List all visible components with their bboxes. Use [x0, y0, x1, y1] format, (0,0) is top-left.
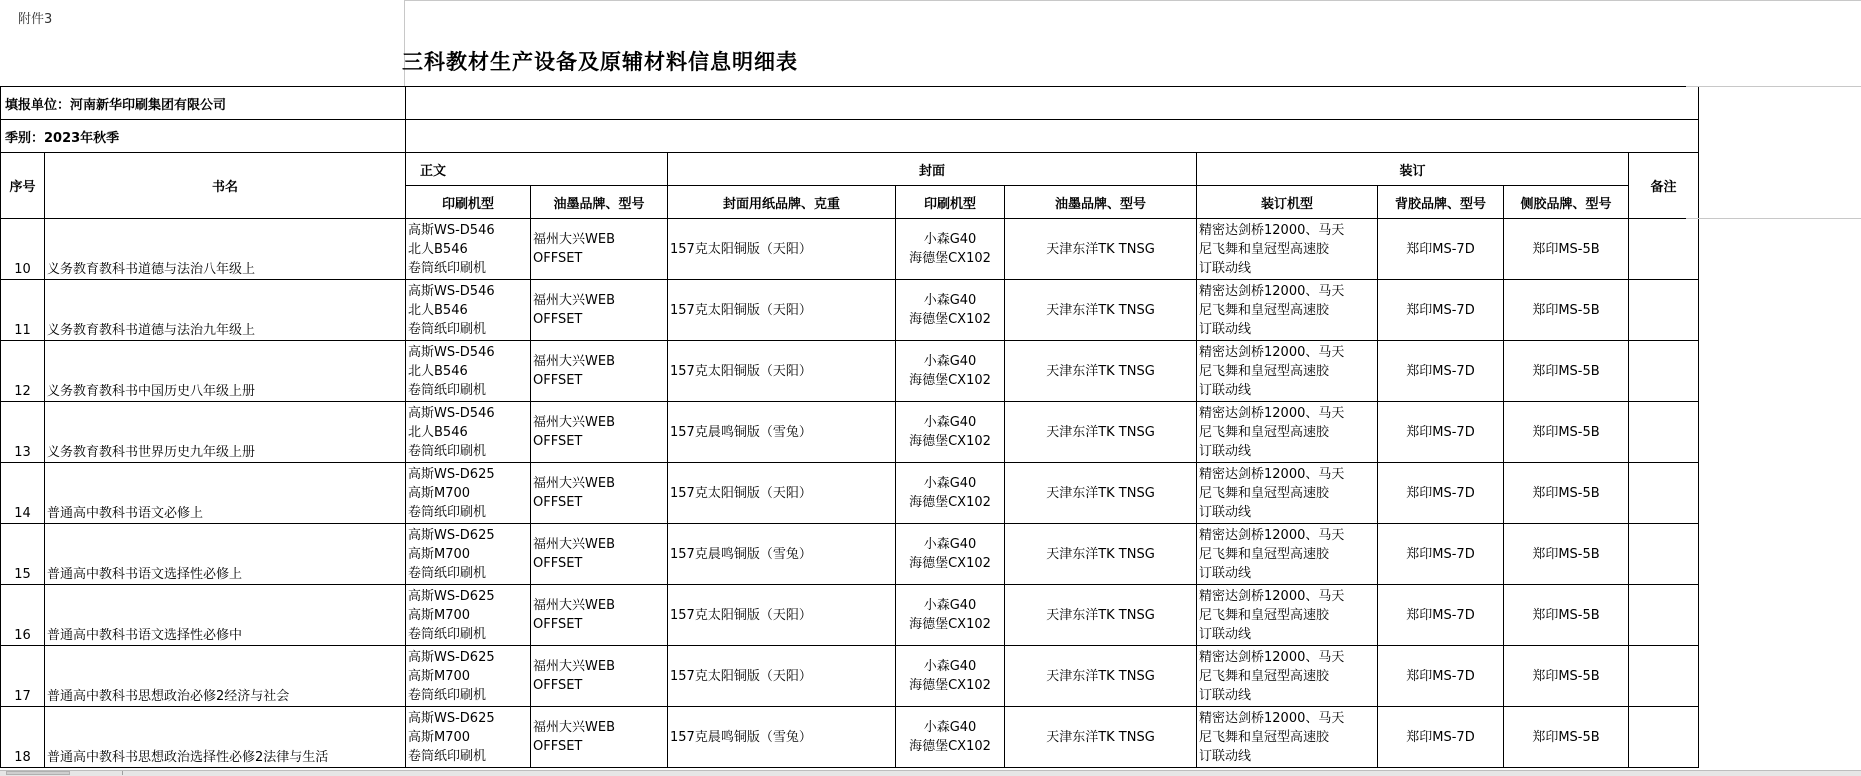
body-press-cell-line: 高斯WS-D546 [408, 222, 495, 238]
horizontal-scrollbar[interactable] [0, 770, 1861, 776]
cover-press-cell[interactable] [896, 524, 1005, 585]
binding-machine-cell-line: 订联动线 [1199, 260, 1252, 276]
header-body-group[interactable]: 正文 [406, 153, 668, 186]
table-row [1, 402, 1699, 463]
remark-cell[interactable] [1629, 219, 1699, 280]
reporter-row [1, 87, 1699, 120]
binding-machine-cell-line: 订联动线 [1199, 443, 1252, 459]
reporter-cell[interactable]: 填报单位：河南新华印刷集团有限公司 [1, 87, 406, 120]
header-row-1 [1, 153, 1699, 186]
book-name-cell[interactable]: 普通高中教科书思想政治选择性必修2法律与生活 [45, 707, 406, 768]
body-press-cell-line: 高斯M700 [408, 607, 471, 623]
seq-cell[interactable]: 16 [1, 585, 45, 646]
binding-machine-cell-line: 订联动线 [1199, 687, 1252, 703]
seq-cell[interactable]: 11 [1, 280, 45, 341]
cover-paper-cell[interactable]: 157克太阳铜版（天阳） [668, 341, 896, 402]
body-press-cell-line: 卷筒纸印刷机 [408, 382, 487, 398]
cover-press-cell-line: 海德堡CX102 [909, 556, 991, 571]
binding-machine-cell-line: 精密达剑桥12000、马天 [1199, 344, 1345, 360]
seq-cell[interactable]: 12 [1, 341, 45, 402]
book-name-cell[interactable]: 义务教育教科书中国历史八年级上册 [45, 341, 406, 402]
spine-glue-cell[interactable]: 郑印MS-7D [1378, 585, 1504, 646]
body-press-cell-line: 高斯M700 [408, 485, 471, 501]
book-name-cell[interactable]: 义务教育教科书道德与法治九年级上 [45, 280, 406, 341]
header-spine-glue[interactable]: 背胶品牌、型号 [1378, 186, 1504, 219]
body-press-cell-line: 高斯WS-D625 [408, 527, 495, 543]
body-press-cell[interactable] [406, 463, 531, 524]
page-title: 三科教材生产设备及原辅材料信息明细表 [402, 50, 798, 74]
side-glue-cell[interactable]: 郑印MS-5B [1504, 463, 1629, 524]
side-glue-cell[interactable]: 郑印MS-5B [1504, 585, 1629, 646]
body-ink-cell-line: 福州大兴WEB [533, 659, 615, 674]
binding-machine-cell[interactable] [1197, 585, 1378, 646]
binding-machine-cell-line: 尼飞舞和皇冠型高速胶 [1199, 607, 1330, 623]
seq-cell[interactable]: 15 [1, 524, 45, 585]
cover-ink-cell[interactable]: 天津东洋TK TNSG [1005, 463, 1197, 524]
gridline-extension [405, 0, 1861, 1]
body-press-cell-line: 卷筒纸印刷机 [408, 443, 487, 459]
remark-cell[interactable] [1629, 646, 1699, 707]
cover-press-cell-line: 海德堡CX102 [909, 739, 991, 754]
cover-paper-cell[interactable]: 157克太阳铜版（天阳） [668, 219, 896, 280]
cover-ink-cell[interactable]: 天津东洋TK TNSG [1005, 402, 1197, 463]
body-ink-cell-line: OFFSET [533, 312, 583, 327]
book-name-cell[interactable]: 普通高中教科书语文选择性必修中 [45, 585, 406, 646]
cover-press-cell-line: 海德堡CX102 [909, 251, 991, 266]
body-press-cell-line: 卷筒纸印刷机 [408, 626, 487, 642]
cover-press-cell-line: 海德堡CX102 [909, 373, 991, 388]
body-ink-cell[interactable] [531, 402, 668, 463]
gridline-extension [1686, 218, 1861, 219]
binding-machine-cell-line: 精密达剑桥12000、马天 [1199, 527, 1345, 543]
cover-press-cell-line: 小森G40 [923, 720, 977, 735]
cover-press-cell-line: 小森G40 [923, 598, 977, 613]
body-ink-cell[interactable] [531, 524, 668, 585]
table-body [1, 219, 1699, 768]
body-press-cell-line: 卷筒纸印刷机 [408, 321, 487, 337]
cover-press-cell[interactable] [896, 341, 1005, 402]
body-ink-cell-line: OFFSET [533, 495, 583, 510]
body-ink-cell-line: OFFSET [533, 678, 583, 693]
body-press-cell-line: 高斯M700 [408, 668, 471, 684]
body-press-cell-line: 卷筒纸印刷机 [408, 687, 487, 703]
binding-machine-cell-line: 订联动线 [1199, 382, 1252, 398]
header-side-glue[interactable]: 侧胶品牌、型号 [1504, 186, 1629, 219]
cover-press-cell[interactable] [896, 219, 1005, 280]
cover-paper-cell[interactable]: 157克太阳铜版（天阳） [668, 585, 896, 646]
detail-table [0, 86, 1699, 768]
binding-machine-cell-line: 尼飞舞和皇冠型高速胶 [1199, 424, 1330, 440]
binding-machine-cell-line: 尼飞舞和皇冠型高速胶 [1199, 668, 1330, 684]
binding-machine-cell-line: 精密达剑桥12000、马天 [1199, 649, 1345, 665]
header-cover-paper[interactable]: 封面用纸品牌、克重 [668, 186, 896, 219]
header-remarks[interactable]: 备注 [1629, 153, 1699, 219]
side-glue-cell[interactable]: 郑印MS-5B [1504, 341, 1629, 402]
table-row [1, 707, 1699, 768]
body-press-cell-line: 卷筒纸印刷机 [408, 504, 487, 520]
header-binding-group[interactable]: 装订 [1197, 153, 1629, 186]
remark-cell[interactable] [1629, 585, 1699, 646]
cover-press-cell-line: 小森G40 [923, 354, 977, 369]
binding-machine-cell-line: 精密达剑桥12000、马天 [1199, 283, 1345, 299]
side-glue-cell[interactable]: 郑印MS-5B [1504, 280, 1629, 341]
seq-cell[interactable]: 13 [1, 402, 45, 463]
cover-press-cell[interactable] [896, 463, 1005, 524]
body-press-cell-line: 高斯WS-D625 [408, 588, 495, 604]
binding-machine-cell-line: 订联动线 [1199, 748, 1252, 764]
side-glue-cell[interactable]: 郑印MS-5B [1504, 646, 1629, 707]
body-ink-cell[interactable] [531, 341, 668, 402]
gridline-extension [1686, 86, 1861, 87]
binding-machine-cell-line: 尼飞舞和皇冠型高速胶 [1199, 302, 1330, 318]
remark-cell[interactable] [1629, 341, 1699, 402]
header-cover-ink[interactable]: 油墨品牌、型号 [1005, 186, 1197, 219]
season-row [1, 120, 1699, 153]
body-ink-cell-line: OFFSET [533, 434, 583, 449]
body-ink-cell-line: 福州大兴WEB [533, 720, 615, 735]
spine-glue-cell[interactable]: 郑印MS-7D [1378, 463, 1504, 524]
cover-press-cell[interactable] [896, 585, 1005, 646]
book-name-cell[interactable]: 义务教育教科书世界历史九年级上册 [45, 402, 406, 463]
cover-paper-cell[interactable]: 157克晨鸣铜版（雪兔） [668, 707, 896, 768]
cover-ink-cell[interactable]: 天津东洋TK TNSG [1005, 341, 1197, 402]
body-press-cell[interactable] [406, 402, 531, 463]
cover-paper-cell[interactable]: 157克太阳铜版（天阳） [668, 463, 896, 524]
body-ink-cell-line: OFFSET [533, 739, 583, 754]
body-ink-cell-line: 福州大兴WEB [533, 354, 615, 369]
binding-machine-cell-line: 尼飞舞和皇冠型高速胶 [1199, 241, 1330, 257]
body-press-cell[interactable] [406, 341, 531, 402]
body-ink-cell[interactable] [531, 646, 668, 707]
binding-machine-cell[interactable] [1197, 707, 1378, 768]
body-press-cell-line: 北人B546 [408, 363, 468, 379]
table-row [1, 280, 1699, 341]
binding-machine-cell-line: 尼飞舞和皇冠型高速胶 [1199, 485, 1330, 501]
cover-press-cell-line: 小森G40 [923, 415, 977, 430]
header-book[interactable]: 书名 [45, 153, 406, 219]
binding-machine-cell-line: 订联动线 [1199, 321, 1252, 337]
table-row [1, 219, 1699, 280]
cover-press-cell-line: 海德堡CX102 [909, 617, 991, 632]
spine-glue-cell[interactable]: 郑印MS-7D [1378, 524, 1504, 585]
body-ink-cell[interactable] [531, 280, 668, 341]
body-press-cell-line: 卷筒纸印刷机 [408, 260, 487, 276]
scrollbar-thumb[interactable] [6, 771, 70, 775]
body-press-cell[interactable] [406, 646, 531, 707]
header-body-press[interactable]: 印刷机型 [406, 186, 531, 219]
body-ink-cell-line: OFFSET [533, 617, 583, 632]
body-ink-cell-line: 福州大兴WEB [533, 415, 615, 430]
body-press-cell-line: 高斯WS-D625 [408, 710, 495, 726]
binding-machine-cell-line: 精密达剑桥12000、马天 [1199, 405, 1345, 421]
seq-cell[interactable]: 14 [1, 463, 45, 524]
cover-press-cell-line: 海德堡CX102 [909, 495, 991, 510]
cover-ink-cell[interactable]: 天津东洋TK TNSG [1005, 707, 1197, 768]
spine-glue-cell[interactable]: 郑印MS-7D [1378, 402, 1504, 463]
attachment-label: 附件3 [18, 12, 53, 27]
body-press-cell-line: 北人B546 [408, 302, 468, 318]
side-glue-cell[interactable]: 郑印MS-5B [1504, 707, 1629, 768]
cover-paper-cell[interactable]: 157克太阳铜版（天阳） [668, 280, 896, 341]
binding-machine-cell[interactable] [1197, 219, 1378, 280]
cover-ink-cell[interactable]: 天津东洋TK TNSG [1005, 585, 1197, 646]
cover-press-cell-line: 小森G40 [923, 232, 977, 247]
body-press-cell[interactable] [406, 280, 531, 341]
cover-paper-cell[interactable]: 157克晨鸣铜版（雪兔） [668, 402, 896, 463]
binding-machine-cell-line: 精密达剑桥12000、马天 [1199, 710, 1345, 726]
binding-machine-cell[interactable] [1197, 402, 1378, 463]
body-ink-cell-line: 福州大兴WEB [533, 537, 615, 552]
binding-machine-cell[interactable] [1197, 280, 1378, 341]
cover-ink-cell[interactable]: 天津东洋TK TNSG [1005, 219, 1197, 280]
cover-press-cell[interactable] [896, 402, 1005, 463]
body-ink-cell-line: 福州大兴WEB [533, 293, 615, 308]
cover-press-cell-line: 海德堡CX102 [909, 434, 991, 449]
remark-cell[interactable] [1629, 463, 1699, 524]
binding-machine-cell-line: 精密达剑桥12000、马天 [1199, 466, 1345, 482]
body-ink-cell[interactable] [531, 585, 668, 646]
season-cell[interactable]: 季别：2023年秋季 [1, 120, 406, 153]
table-row [1, 341, 1699, 402]
body-press-cell[interactable] [406, 707, 531, 768]
remark-cell[interactable] [1629, 402, 1699, 463]
body-press-cell-line: 高斯WS-D625 [408, 649, 495, 665]
body-ink-cell-line: OFFSET [533, 556, 583, 571]
book-name-cell[interactable]: 普通高中教科书思想政治必修2经济与社会 [45, 646, 406, 707]
body-ink-cell[interactable] [531, 707, 668, 768]
header-seq[interactable]: 序号 [1, 153, 45, 219]
body-press-cell-line: 卷筒纸印刷机 [408, 748, 487, 764]
body-press-cell-line: 高斯WS-D546 [408, 344, 495, 360]
body-press-cell-line: 高斯WS-D625 [408, 466, 495, 482]
body-press-cell[interactable] [406, 524, 531, 585]
binding-machine-cell[interactable] [1197, 341, 1378, 402]
seq-cell[interactable]: 18 [1, 707, 45, 768]
binding-machine-cell[interactable] [1197, 646, 1378, 707]
cover-press-cell[interactable] [896, 707, 1005, 768]
binding-machine-cell-line: 订联动线 [1199, 565, 1252, 581]
binding-machine-cell-line: 精密达剑桥12000、马天 [1199, 588, 1345, 604]
seq-cell[interactable]: 17 [1, 646, 45, 707]
spine-glue-cell[interactable]: 郑印MS-7D [1378, 646, 1504, 707]
spine-glue-cell[interactable]: 郑印MS-7D [1378, 341, 1504, 402]
side-glue-cell[interactable]: 郑印MS-5B [1504, 402, 1629, 463]
header-cover-press[interactable]: 印刷机型 [896, 186, 1005, 219]
body-press-cell-line: 高斯WS-D546 [408, 283, 495, 299]
cover-ink-cell[interactable]: 天津东洋TK TNSG [1005, 646, 1197, 707]
binding-machine-cell-line: 精密达剑桥12000、马天 [1199, 222, 1345, 238]
binding-machine-cell-line: 尼飞舞和皇冠型高速胶 [1199, 363, 1330, 379]
binding-machine-cell-line: 尼飞舞和皇冠型高速胶 [1199, 546, 1330, 562]
body-press-cell-line: 北人B546 [408, 424, 468, 440]
body-press-cell-line: 卷筒纸印刷机 [408, 565, 487, 581]
body-press-cell-line: 高斯WS-D546 [408, 405, 495, 421]
body-press-cell[interactable] [406, 219, 531, 280]
side-glue-cell[interactable]: 郑印MS-5B [1504, 524, 1629, 585]
remark-cell[interactable] [1629, 524, 1699, 585]
body-ink-cell-line: OFFSET [533, 251, 583, 266]
cover-press-cell-line: 海德堡CX102 [909, 678, 991, 693]
remark-cell[interactable] [1629, 707, 1699, 768]
cover-press-cell-line: 小森G40 [923, 293, 977, 308]
cover-press-cell[interactable] [896, 280, 1005, 341]
cover-paper-cell[interactable]: 157克晨鸣铜版（雪兔） [668, 524, 896, 585]
cover-press-cell-line: 小森G40 [923, 476, 977, 491]
side-glue-cell[interactable]: 郑印MS-5B [1504, 219, 1629, 280]
body-ink-cell[interactable] [531, 219, 668, 280]
table-row [1, 524, 1699, 585]
book-name-cell[interactable]: 普通高中教科书语文选择性必修上 [45, 524, 406, 585]
body-ink-cell-line: 福州大兴WEB [533, 476, 615, 491]
cover-paper-cell[interactable]: 157克太阳铜版（天阳） [668, 646, 896, 707]
cover-press-cell-line: 小森G40 [923, 659, 977, 674]
header-body-ink[interactable]: 油墨品牌、型号 [531, 186, 668, 219]
body-press-cell-line: 高斯M700 [408, 546, 471, 562]
header-cover-group[interactable]: 封面 [668, 153, 1197, 186]
seq-cell[interactable]: 10 [1, 219, 45, 280]
table-row [1, 585, 1699, 646]
binding-machine-cell[interactable] [1197, 524, 1378, 585]
book-name-cell[interactable]: 普通高中教科书语文必修上 [45, 463, 406, 524]
season-blank-cell[interactable] [406, 120, 1699, 153]
cover-press-cell-line: 小森G40 [923, 537, 977, 552]
binding-machine-cell-line: 订联动线 [1199, 504, 1252, 520]
spine-glue-cell[interactable]: 郑印MS-7D [1378, 280, 1504, 341]
header-binding-machine[interactable]: 装订机型 [1197, 186, 1378, 219]
table-row [1, 646, 1699, 707]
body-press-cell-line: 北人B546 [408, 241, 468, 257]
body-ink-cell-line: 福州大兴WEB [533, 598, 615, 613]
body-press-cell[interactable] [406, 585, 531, 646]
body-ink-cell[interactable] [531, 463, 668, 524]
body-ink-cell-line: OFFSET [533, 373, 583, 388]
cover-ink-cell[interactable]: 天津东洋TK TNSG [1005, 524, 1197, 585]
reporter-blank-cell[interactable] [406, 87, 1699, 120]
body-press-cell-line: 高斯M700 [408, 729, 471, 745]
cover-press-cell-line: 海德堡CX102 [909, 312, 991, 327]
table-row [1, 463, 1699, 524]
binding-machine-cell[interactable] [1197, 463, 1378, 524]
binding-machine-cell-line: 订联动线 [1199, 626, 1252, 642]
cover-ink-cell[interactable]: 天津东洋TK TNSG [1005, 280, 1197, 341]
remark-cell[interactable] [1629, 280, 1699, 341]
cover-press-cell[interactable] [896, 646, 1005, 707]
binding-machine-cell-line: 尼飞舞和皇冠型高速胶 [1199, 729, 1330, 745]
body-ink-cell-line: 福州大兴WEB [533, 232, 615, 247]
scrollbar-divider [122, 771, 123, 775]
spine-glue-cell[interactable]: 郑印MS-7D [1378, 219, 1504, 280]
spine-glue-cell[interactable]: 郑印MS-7D [1378, 707, 1504, 768]
book-name-cell[interactable]: 义务教育教科书道德与法治八年级上 [45, 219, 406, 280]
